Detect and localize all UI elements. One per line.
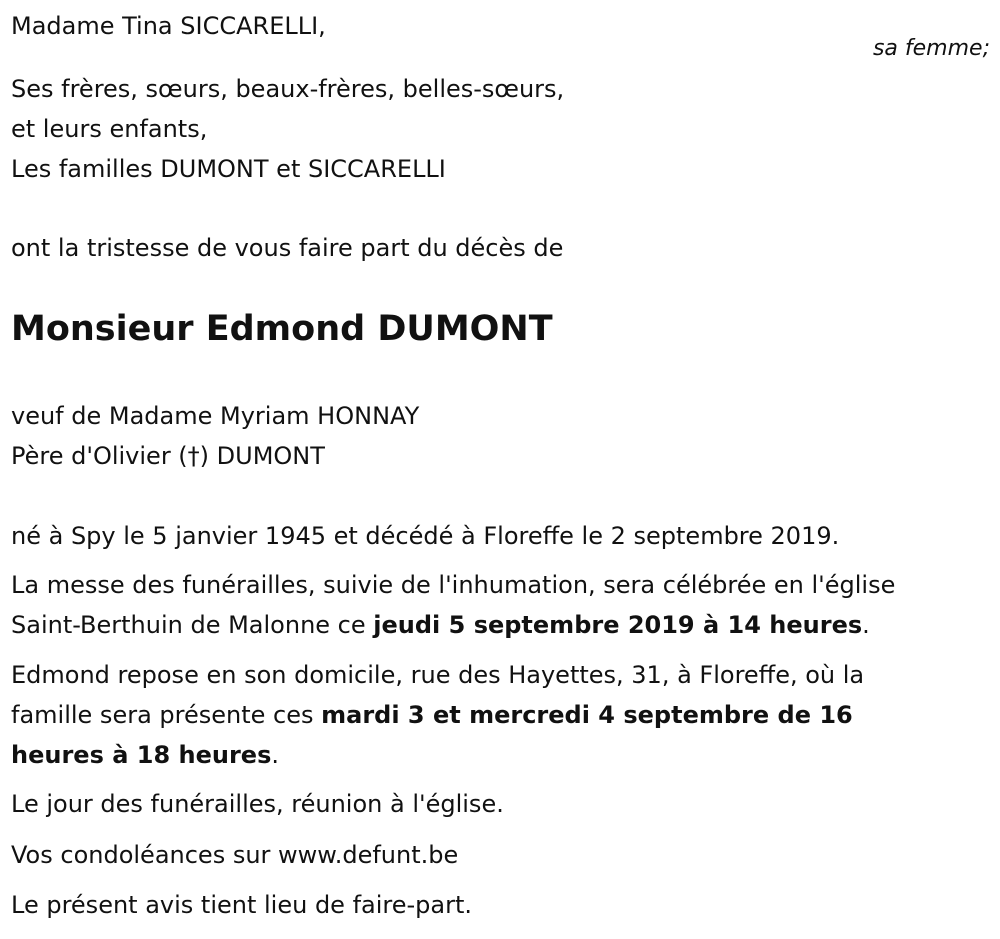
widower-line: veuf de Madame Myriam HONNAY (11, 402, 420, 430)
visitation-intro: famille sera présente ces (11, 701, 322, 729)
announcement-line: ont la tristesse de vous faire part du décès de (11, 234, 564, 262)
visitation-period: . (271, 741, 279, 769)
condolences-line: Vos condoléances sur www.defunt.be (11, 841, 459, 869)
funeral-date: jeudi 5 septembre 2019 à 14 heures (373, 611, 863, 639)
funeral-period: . (862, 611, 870, 639)
wife-role: sa femme; (872, 36, 990, 61)
visitation-dates: mardi 3 et mercredi 4 septembre de 16 (321, 701, 853, 729)
families-line: Les familles DUMONT et SICCARELLI (11, 155, 446, 183)
notice-line: Le présent avis tient lieu de faire-part. (11, 891, 473, 919)
deceased-name: Monsieur Edmond DUMONT (11, 309, 553, 349)
siblings-line: Ses frères, sœurs, beaux-frères, belles-sœurs, (11, 75, 565, 103)
father-line: Père d'Olivier (†) DUMONT (11, 442, 325, 470)
funeral-line-2 (11, 605, 870, 645)
children-line: et leurs enfants, (11, 115, 208, 143)
visitation-hours: heures à 18 heures (11, 741, 272, 769)
birth-death-line: né à Spy le 5 janvier 1945 et décédé à Floreffe le 2 septembre 2019. (11, 522, 840, 550)
visitation-line-2 (11, 695, 853, 735)
visitation-line-3 (11, 735, 279, 775)
funeral-line-1: La messe des funérailles, suivie de l'inhumation, sera célébrée en l'église (11, 571, 896, 599)
funeral-location: Saint-Berthuin de Malonne ce (11, 611, 374, 639)
wife-line: Madame Tina SICCARELLI, (11, 12, 326, 40)
meeting-line: Le jour des funérailles, réunion à l'église. (11, 790, 504, 818)
visitation-line-1: Edmond repose en son domicile, rue des Hayettes, 31, à Floreffe, où la (11, 661, 865, 689)
